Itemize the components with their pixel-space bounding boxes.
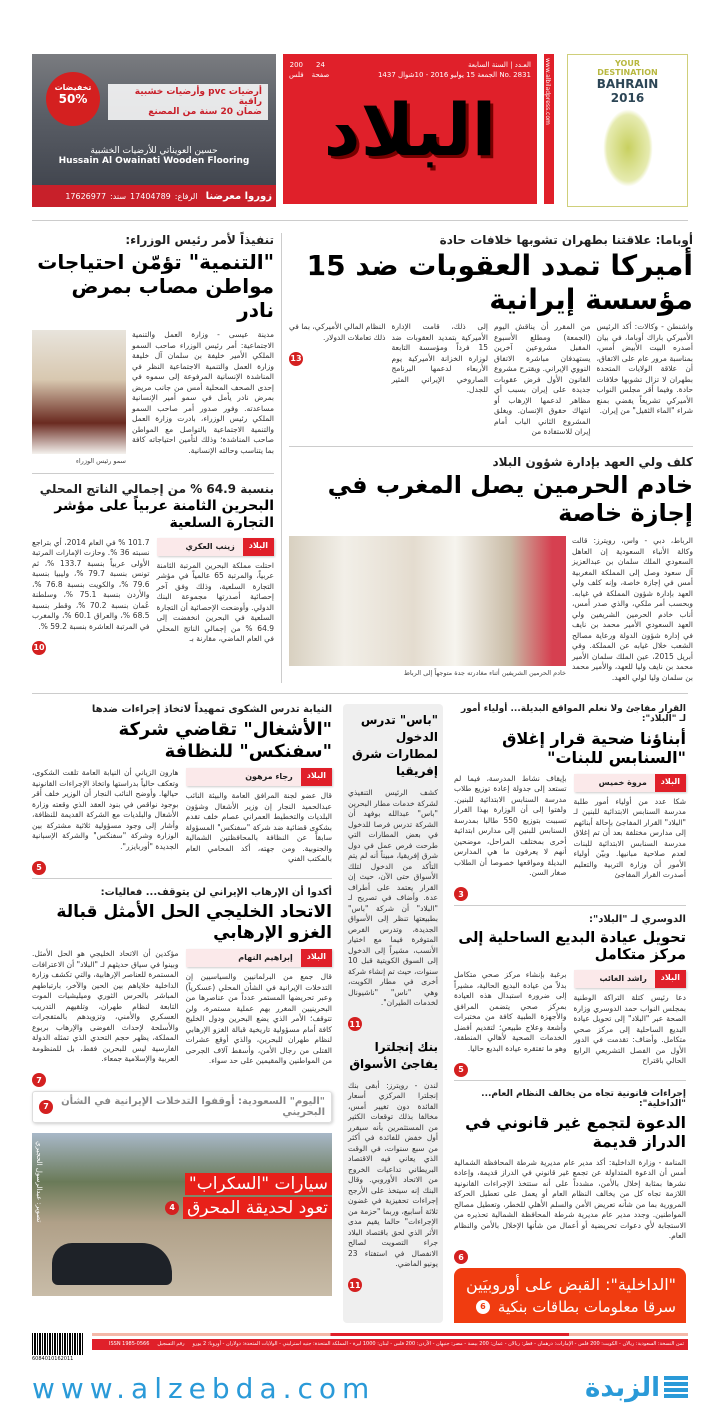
watermark-logo: الزبدة [585, 1373, 688, 1403]
headline[interactable]: أميركا تمدد العقوبات ضد 15 مؤسسة إيرانية [306, 249, 693, 316]
headline[interactable]: الاتحاد الخليجي الحل الأمثل قبالة الغزو الإرهابي [56, 902, 332, 943]
watermark-url[interactable]: www.alzebda.com [32, 1371, 376, 1405]
ad-bahrain-2016[interactable]: YOUR DESTINATION BAHRAIN 2016 [567, 54, 688, 207]
article-body: احتلت مملكة البحرين المرتبة الثامنة عربياً، والمرتبة 65 عالمياً في مؤشر التجارة السلعية، وذلك وفق آخر إحصائية أصدرتها مجموعة البنك الدولي. وأوضحت الإحصائية أن التجارة السلعية في البحرين انخفضت إلى 64.9 % من إجمالي الناتج المحلي في العام الماضي، مقارنة بـ [156, 560, 274, 644]
masthead-side-strip: www.albiladpress.com [544, 54, 554, 204]
ad-line1: أرضيات pvc وأرضيات خشبية راقية [134, 87, 262, 107]
barcode-number: 6084010162011 [32, 1355, 74, 1362]
article-body: واشنطن - وكالات: أكد الرئيس الأميركي باراك أوباما، في بيان أصدره البيت الأبيض أمس، بمناسبة مرور عام على الاتفاق، أن علاقة الولايات المتحدة بطهران لا تزال تشوبها خلافات حادة. وفيما أقر مجلس النواب الأميركي تشريعاً يقضي بمنع شراء "الماء الثقيل" من إيران. [596, 322, 693, 416]
article-body: إلى ذلك، قامت الإدارة الأميركية بتمديد العقوبات ضد 15 فرداً ومؤسسة التابعة لوزارة الخزانة الأميركية يوم الأربعاء لدعمها البرنامج الصاروخي الإيراني المثير للجدل. [391, 322, 488, 395]
story-tanmiya [32, 233, 274, 465]
headline-line2[interactable]: مواطن مصاب بمرض نادر [71, 274, 274, 322]
page-ref-badge[interactable]: 5 [454, 1063, 468, 1077]
newspaper-logo: البلاد [323, 88, 497, 172]
byline: البلاد إبراهيم النهام [186, 949, 333, 967]
article-body: دعا رئيس كتلة التراكة الوطنية بمجلس النواب حمد الدوسري وزارة الصحة عبر "البلاد" إلى تحويل عيادة البديع الساحلية إلى مركز صحي متكامل. وأضاف: تقدمت في الدور الأول من الفصل التشريعي الرابع الحالي باقتراح [573, 993, 686, 1066]
subhead: كلف ولي العهد بإدارة شؤون البلاد [492, 454, 693, 469]
bahrain-map-calligraphy-icon [603, 109, 653, 187]
byline: البلاد رجاء مرهون [186, 768, 333, 786]
article-body: مدينة عيسى - وزارة العمل والتنمية الاجتماعية: أمر رئيس الوزراء صاحب السمو الملكي الأمير خليفة بن سلمان آل خليفة وزارة العمل والتنمية الاجتماعية النظر في المناشدة الإنسانية المرفوعة إلى سموه في إحدى الصحف المحلية أمس من جانب مريض بمرض نادر يأمل في سمو أمير الإنسانية مساعدته. وفور صدور أمر صاحب السمو الملكي رئيس الوزراء، بادرت وزارة العمل والتنمية الاجتماعية بالتواصل مع المواطن صاحب المناشدة؛ وذلك لتأمين احتياجاته كافة بما يتناسب وحالته الإنسانية. [132, 330, 274, 455]
ad-line2: ضمان 20 سنة من المصنع [148, 107, 262, 117]
story-diraz [454, 1089, 686, 1262]
story-boe [348, 1039, 438, 1288]
photo-scrap-cars[interactable] [32, 1133, 332, 1296]
article-body: لندن - رويترز: أبقى بنك إنجلترا المركزي أسعار الفائدة دون تغيير أمس، مخالفا بذلك توقعات الكثير من المستثمرين بأنه سيقرر أول خفض للفائدة في أكثر من سبع سنوات، في الوقت الذي يعاني فيه الاقتصاد البريطاني تداعيات الخروج من الاتحاد الأوروبي. وقال البنك إنه سيتخذ على الأرجح إجراءات تحفيزية في غضون ثلاثة أسابيع، وربما "حزمة من الإجراءات" حالما يقيم مدى الأثر الذي لحق باقتصاد البلاد جراء التصويت لصالح الانفصال في استفتاء 23 يونيو الماضي. [348, 1080, 438, 1269]
headline[interactable]: بنك إنجلترا يفاجئ الأسواق [349, 1039, 438, 1071]
article-body: مؤكدين أن الاتحاد الخليجي هو الحل الأمثل. وبينوا في سياق حديثهم لـ "البلاد" أن الاعترافات المستمرة للعناصر الإرهابية، والتي تكشف وزارة الداخلية خلاياهم بين الحين والآخر، بارتباطهم المباشر بالحرس الثوري وميليشيات الموت التابعة لنظام طهران، وتلقيهم التدريب العسكري والأمني، وتزويدهم بالمتفجرات والأسلحة لإحداث الفوضى والإرهاب بربوع المملكة، يظهر حجم التحدي الذي تمثله الدولة الفارسية ليس للبحرين فقط، بل للمنظومة العربية والإسلامية جمعاء. [31, 949, 179, 1064]
subhead: بنسبة 64.9 % من إجمالي الناتج المحلي [39, 482, 274, 496]
story-iran [289, 233, 693, 438]
headline[interactable]: خادم الحرمين يصل المغرب في إجازة خاصة [327, 470, 693, 528]
headline[interactable]: الدعوة لتجمع غير قانوني في الدراز قديمة [465, 1114, 686, 1152]
sidebar-column [343, 704, 443, 1322]
article-body: النظام المالي الأميركي، بما في ذلك تعاملات الدولار. [289, 322, 386, 342]
issue-number: No. 2831 [499, 71, 531, 79]
headline[interactable]: أبناؤنا ضحية قرار إغلاق "السنابس للبنات" [502, 729, 686, 768]
subhead: أوباما: علاقتنا بطهران تشوبها خلافات حادة [439, 233, 693, 247]
subhead: القرار مفاجئ ولا نعلم المواقع البديلة... أولياء أمور لـ "البلاد": [461, 704, 686, 725]
headline[interactable]: تحويل عيادة البديع الساحلية إلى مركز متكامل [458, 929, 686, 964]
byline: البلاد زينب العكري [157, 538, 275, 556]
footer-price-bar: ثمن النسخة: السعودية: ريالان - الكويت: 200 فلس - الإمارات: درهمان - قطر: ريالان - عمان: 200 بيسة - مصر: جنيهان - الأردن: 200 فلس - لبنان: 1000 ليرة - المملكة المتحدة: جنيه استرليني - الولايات المتحدة: دولاران - أوروبا: 2 يورو رقم التسجيل ISSN 1985-0566 [92, 1339, 688, 1350]
article-body: قال عضو لجنة المرافق العامة والبيئة النائب عبدالحميد النجار إن وزير الأشغال وشؤون البلديات والتخطيط العمراني عصام خلف تقدم بشكوى قضائية ضد شركة "سفنكس" المسؤولة سابقاً عن النظافة بالمحافظتين الشمالية والجنوبية. ومن جهته، أكد المحامي العام بالمكتب الفني [185, 791, 332, 864]
story-king [289, 455, 693, 684]
page-ref-badge[interactable]: 10 [32, 641, 46, 655]
banner-alyoum[interactable]: "اليوم" السعودية: أوقفوا التدخلات الإيرانية في الشأن البحريني 7 [32, 1091, 332, 1123]
headline[interactable]: "باس" تدرس الدخول لمطارات شرق إفريقيا [352, 713, 438, 779]
article-body: الرباط، دبي - واس، رويترز: قالت وكالة الأنباء السعودية إن العاهل السعودي الملك سلمان بن عبدالعزيز آل سعود وصل إلى المملكة المغربية أمس في إجازة خاصة، وإنه كلف ولي العهد بإدارة شؤون المملكة في غيابه. وبحسب أمر ملكي، والذي صدر أمس، أناب خادم الحرمين الشريفين ولي العهد السعودي الأمير محمد بن نايف في إدارة شؤون الدولة ورعاية مصالح الشعب خلال غيابه عن المملكة. وفي أبريل 2015، عين الملك سلمان الأمير محمد بن نايف وليا للعهد، والأمير محمد بن سلمان وليا لولي العهد. [572, 536, 693, 682]
story-ittihad [31, 887, 332, 1085]
byline: البلاد راشد الغائب [574, 970, 687, 988]
article-body: هارون الزياني أن النيابة العامة تلقت الشكوى، وتعكف حالياً بدراستها واتخاذ الإجراءات القانونية حيالها. وأوضح النائب النجار أن الوزير خلف أقر بوجود نواقص في بنود العقد الذي وقعته وزارة الأشغال والبلديات مع الشركة القديمة للنظافة، وأشار إلى وجود مسؤولية ثلاثية مشتركة بين الوزارة وشركة "سفنكس" والشركة الإسبانية الجديدة "أوربايزر". [32, 768, 179, 851]
promo-arrest[interactable]: "الداخلية": القبض على أوروبيَين سرقا معلومات بطاقات بنكية 6 [454, 1268, 686, 1323]
article-body: من المقرر أن يناقش اليوم (الجمعة) ومطلع الأسبوع المقبل مشروعين آخرين يستهدفان مباشرة الاتفاق النووي الإيراني. ويقترح مشروع القانون الأول فرض عقوبات جديدة على إيران بسبب أي مظاهر لدعمها الإرهاب أو انتهاك حقوق الإنسان. ويغلق المشروع الثاني الباب أمام إيران للاستفادة من [494, 322, 591, 437]
headline[interactable]: "الأشغال" تقاضي شركة "سفنكس" للنظافة [118, 719, 332, 762]
article-body: برغبة بإنشاء مركز صحي متكامل بدلاً من عيادة البديع الحالية، مشيراً إلى ضرورة استبدال هذه العيادة بمركز صحي يتضمن المرافق والأجهزة الطبية كافة من مختبرات وأشعة وعلاج طبيعي؛ لتقديم أفضل الخدمات الصحية لأهالي المنطقة، وهو ما تفتقره عيادة البديع حاليا. [454, 970, 567, 1053]
article-body: المنامة - وزارة الداخلية: أكد مدير عام مديرية شرطة المحافظة الشمالية أمس أن الدعوة المتداولة عن تجمع غير قانوني في الدراز قديمة، وإعادة نشرها بمثابة إخلال بالأمن، مشدداً على أنه ستتخذ الإجراءات القانونية اللازمة تجاه كل من يخالف النظام العام أو يعمل على تعطيل الحركة المرورية بما من شأنه تعريض الأمن والسلم الأهلي للخطر، وتعطيل مصالح المواطنين. وجدد مدير عام مديرية شرطة المحافظة الشمالية تحذيره من الاستجابة لأي دعوات تحريضية أو أعمال من شأنها الإخلال بالأمن والنظام العام. [454, 1157, 686, 1241]
article-body: قال جمع من البرلمانيين والسياسيين إن التدخلات الإيرانية في الشأن المحلي (عسكرياً) وعبر تحريضها المستمر عدداً من عناصرها من البحرينيين المغرر بهم عملية مستمرة، ولن تتوقف؛ الأمر الذي يضع البحرين ودول الخليج كافة أمام مسؤولية تاريخية قبالة الغزو الإرهابي لنظام طهران للبحرين، والذي أوقع عشرات القتلى من رجال الأمن، وأسقط آلاف الجرحى من المواطنين والمقيمين على حد سواء. [185, 972, 332, 1066]
ad-flooring[interactable] [32, 54, 276, 207]
page-ref-badge[interactable]: 11 [348, 1278, 362, 1292]
footer [32, 1333, 688, 1362]
page-ref-badge[interactable]: 13 [289, 352, 303, 366]
ad-company-en: Hussain Al Owainati Wooden Flooring [58, 156, 250, 166]
headline[interactable]: البحرين الثامنة عربياً على مؤشر التجارة السلعية [54, 498, 274, 531]
subhead: الدوسري لـ "البلاد": [589, 913, 686, 925]
ad-company-ar: حسين العويناتي للأرضيات الخشبية [90, 146, 218, 156]
page-ref-badge[interactable]: 11 [348, 1017, 362, 1031]
story-budaiya [454, 914, 686, 1073]
subhead: إجراءات قانونية تجاه من يخالف النظام العام... "الداخلية": [481, 1089, 686, 1110]
story-bas [348, 712, 438, 1027]
discount-badge: تخفيضات 50% [46, 72, 100, 126]
article-body: بإيقاف نشاط المدرسة، فيما لم تستعد إلى جدولة إعادة توزيع طلاب مدرسة السنابس الابتدائية للبنين. ولفتوا إلى أن الوزارة بهذا القرار تسببت بتوزيع 550 طالبا بمدرسة السنابس للبنين إلى مدارس ابتدائية أخرى بمختلف المراحل، موضحين أنهم لا يعرفون ما هي المدارس البديلة ومواقعها خصوصا أن الطلاب صغار السن. [454, 773, 567, 878]
page-ref-badge: 6 [476, 1300, 490, 1314]
page-ref-badge[interactable]: 3 [454, 887, 468, 901]
story-trade [32, 482, 274, 653]
story-ashghal [32, 704, 332, 873]
photo-caption: خادم الحرمين الشريفين أثناء مغادرته جدة متوجهاً إلى الرباط [403, 669, 566, 678]
article-body: كشف الرئيس التنفيذي لشركة خدمات مطار البحرين "باس" عبدالله بوفهد أن الشركة تدرس فرصا للدخول في بعض المطارات التي طرحت فرص عمل في دول شرق إفريقيا، مبيناً أنه لم يتم التأكد من الدخول لتلك الأسواق حتى الآن، حيث إن القرار يعتمد على أطراف عدة. وأضاف في تصريح لـ "البلاد" أن شركة "باس" بطبيعتها تنظر إلى الأسواق الجديدة، وتدرس الفرص المتوفرة فيما مع اختيار الأنسب، مشيراً إلى الدخول إلى السوق الكويتية قبل 10 سنوات، حيث تم إنشاء شركة أخرى في مطار الكويت، وهي "ناس" "ناشيونال لخدمات الطيران". [348, 788, 438, 1008]
subhead: تنفيذاً لأمر رئيس الوزراء: [125, 233, 274, 247]
issue-date: الجمعة 15 يوليو 2016 - 10شوال 1437 [377, 71, 498, 79]
car-icon [52, 1243, 172, 1285]
photo-prime-minister [32, 330, 126, 454]
headline-line1[interactable]: "التنمية" تؤمّن احتياجات [37, 250, 274, 274]
photo-caption: سمو رئيس الوزراء [75, 457, 126, 465]
article-body: شكا عدد من أولياء أمور طلبة مدرسة السنابس الابتدائية للبنين لـ "البلاد" القرار المفاجئ بإحالة أبنائهم إلى مدارس مختلفة بعد أن تم إغلاق مدرسة السنابس الابتدائية للبنات لعدم صلاحية مبانيها. وبيّن أولياء الأمور أن وزارة التربية والتعليم أصدرت القرار المفاجئ [573, 796, 686, 880]
headline-line2: تعود لحديقة المحرق [183, 1197, 332, 1219]
page-ref-badge[interactable]: 7 [32, 1073, 46, 1087]
page-ref-badge[interactable]: 6 [454, 1250, 468, 1264]
logo-lines-icon [664, 1376, 688, 1400]
photo-king-salman [289, 536, 566, 666]
byline: البلاد مروة خميس [574, 774, 687, 792]
page-ref-badge: 4 [165, 1201, 179, 1215]
top-row [32, 54, 688, 207]
watermark-row [32, 1372, 688, 1405]
ad-contact-bar: زوروا معرضنا الرفاع: 17404789 سند: 17626977 [32, 185, 276, 207]
page-ref-badge[interactable]: 5 [32, 861, 46, 875]
photo-credit: تصوير: عبدالرسول الحجيري [35, 1140, 43, 1223]
subhead: أكدوا أن الإرهاب الإيراني لن يتوقف... فعاليات: [100, 887, 332, 899]
footer-rule [92, 1333, 688, 1336]
article-body: 101.7 % في العام 2014، أي بتراجع نسبته 36 %. وحازت الإمارات المرتبة الأولى عربياً بنسبة 133.7 %، ثم تونس بنسبة 79.7 %، وليبيا بنسبة 79.6 %، والكويت بنسبة 76.8 %، والأردن بنسبة 75.1 %، وسلطنة عُمان بنسبة 70.2 %، وقطر بنسبة 68.5 %، والعراق 60.1 %، والمغرب في المرتبة العاشرة بنسبة 59.2 %. [32, 537, 150, 631]
page-ref-badge: 7 [39, 1100, 53, 1114]
barcode [32, 1333, 84, 1355]
story-sanabis [454, 704, 686, 899]
headline-line1: سيارات "السكراب" [185, 1173, 332, 1195]
subhead: النيابة تدرس الشكوى تمهيداً لاتخاذ إجراءات ضدها [91, 704, 332, 716]
masthead: العـدد | السنة السابعة No. 2831 الجمعة 15 يوليو 2016 - 10شوال 1437 24 صفحة 200 فلس البلاد [283, 54, 537, 204]
